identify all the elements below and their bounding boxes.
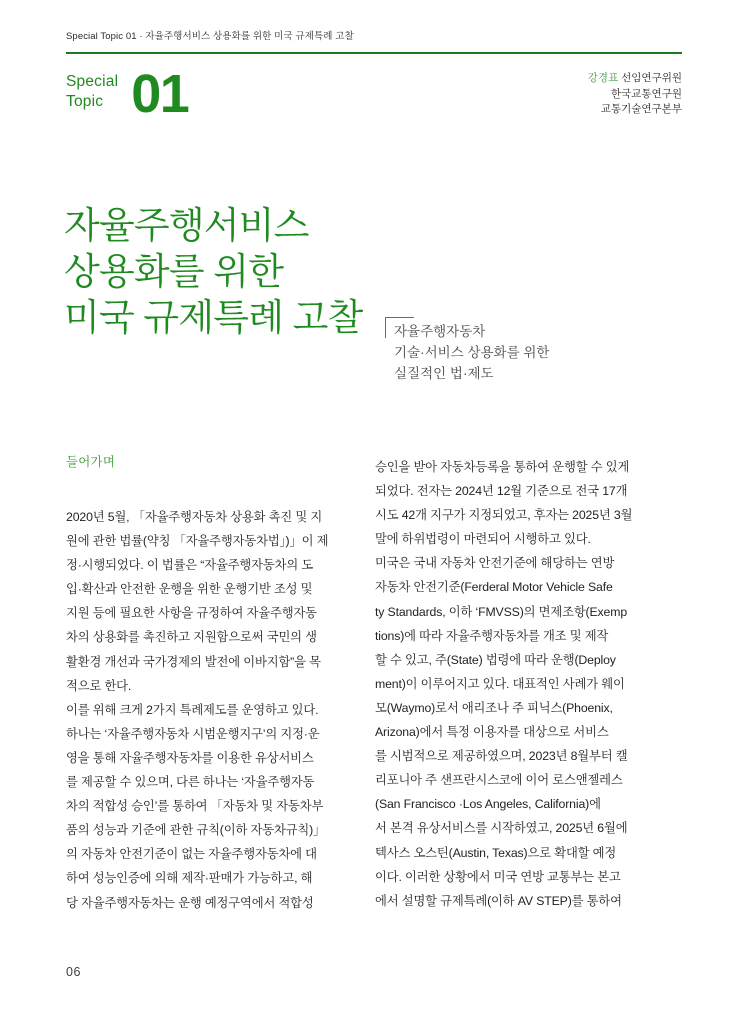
body-right-line: 를 시범적으로 제공하였으며, 2023년 8월부터 캘 (375, 749, 628, 764)
body-right-line: 미국은 국내 자동차 안전기준에 해당하는 연방 (375, 556, 615, 571)
body-left-line: 원에 관한 법률(약칭 「자율주행자동차법」)」이 제 (66, 534, 329, 549)
body-right-line: 텍사스 오스틴(Austin, Texas)으로 확대할 예정 (375, 845, 617, 860)
body-left-line: 차의 상용화를 촉진하고 지원함으로써 국민의 생 (66, 630, 317, 645)
article-title-line3: 미국 규제특례 고찰 (64, 297, 363, 338)
body-right-line: 에서 설명할 규제특례(이하 AV STEP)를 통하여 (375, 893, 622, 908)
body-left-line: 활환경 개선과 국가경제의 발전에 이바지함”을 목 (66, 654, 321, 669)
author-org-line1: 한국교통연구원 (610, 87, 682, 100)
author-name: 강경표 (587, 72, 619, 84)
body-right-line: 서 본격 유상서비스를 시작하였고, 2025년 6월에 (375, 821, 628, 836)
body-left-line: 영을 통해 자율주행자동차를 이용한 유상서비스 (66, 750, 314, 765)
body-left-line: 의 자동차 안전기준이 없는 자율주행자동차에 대 (66, 847, 317, 862)
body-left-line: 정·시행되었다. 이 법률은 “자율주행자동차의 도 (66, 558, 314, 573)
body-right-line: tions)에 따라 자율주행자동차를 개조 및 제작 (375, 628, 609, 643)
body-right-line: Arizona)에서 특정 이용자를 대상으로 서비스 (375, 725, 609, 740)
body-left-line: 를 제공할 수 있으며, 다른 하나는 ‘자율주행자동 (66, 775, 315, 790)
body-right-line: 시도 42개 지구가 지정되었고, 후자는 2025년 3월 (375, 508, 633, 523)
author-org-line2: 교통기술연구본부 (600, 103, 682, 115)
body-column-left (66, 505, 348, 915)
body-left-line: 입·확산과 안전한 운행을 위한 운행기반 조성 및 (66, 582, 313, 597)
body-right-line: (San Francisco ·Los Angeles, California)에 (375, 797, 601, 812)
article-subtitle-line2: 기술·서비스 상용화를 위한 (394, 345, 550, 360)
author-role: 선임연구위원 (621, 72, 682, 84)
running-header-text: Special Topic 01 · 자율주행서비스 상용화를 위한 미국 규제특례 고찰 (66, 31, 354, 42)
body-right-line: 모(Waymo)로서 애리조나 주 피닉스(Phoenix, (375, 700, 613, 715)
body-right-line: ment)이 이루어지고 있다. 대표적인 사례가 웨이 (375, 676, 625, 691)
body-left-line: 품의 성능과 기준에 관한 규칙(이하 자동차규칙)」 (66, 823, 326, 838)
article-subtitle-line1: 자율주행자동차 (394, 324, 486, 339)
body-left-line: 2020년 5월, 「자율주행자동차 상용화 촉진 및 지 (66, 510, 323, 524)
special-topic-words (66, 72, 118, 116)
body-left-line: 하여 성능인증에 의해 제작·판매가 가능하고, 해 (66, 871, 313, 886)
body-left-line: 이를 위해 크게 2가지 특례제도를 운영하고 있다. (66, 702, 319, 717)
body-column-right (375, 455, 657, 913)
running-header (66, 30, 682, 44)
author-name-role (588, 71, 682, 87)
page-number: 06 (66, 965, 81, 979)
body-right-line: 되었다. 전자는 2024년 12월 기준으로 전국 17개 (375, 484, 628, 499)
body-right-line: 말에 하위법령이 마련되어 시행하고 있다. (375, 532, 591, 547)
article-subtitle-line3: 실질적인 법·제도 (394, 366, 494, 381)
body-right-line: 할 수 있고, 주(State) 법령에 따라 운행(Deploy (375, 652, 616, 667)
body-left-line: 지원 등에 필요한 사항을 규정하여 자율주행자동 (66, 606, 317, 621)
body-right-line: 승인을 받아 자동차등록을 통하여 운행할 수 있게 (375, 460, 630, 474)
body-right-line: 이다. 이러한 상황에서 미국 연방 교통부는 본고 (375, 869, 621, 884)
author-byline (588, 71, 682, 118)
section-heading-intro: 들어가며 (66, 455, 116, 469)
body-left-line: 하나는 ‘자율주행자동차 시범운행지구’의 지정·운 (66, 726, 320, 741)
article-title-line1: 자율주행서비스 (64, 205, 309, 246)
body-right-line: 자동차 안전기준(Ferderal Motor Vehicle Safe (375, 580, 613, 595)
article-title-line2: 상용화를 위한 (64, 251, 284, 292)
header-divider-rule (66, 52, 682, 54)
special-topic-word-line1: Special (66, 73, 119, 90)
special-topic-word-line2: Topic (66, 93, 104, 110)
special-topic-number: 01 (131, 64, 189, 124)
body-left-line: 적으로 한다. (66, 678, 132, 693)
body-left-line: 당 자율주행자동차는 운행 예정구역에서 적합성 (66, 895, 314, 910)
article-title (64, 205, 363, 343)
body-right-line: 리포니아 주 샌프란시스코에 이어 로스앤젤레스 (375, 773, 623, 788)
body-right-line: ty Standards, 이하 ‘FMVSS)의 면제조항(Exemp (375, 604, 628, 619)
body-left-line: 차의 적합성 승인’를 통하여 「자동차 및 자동차부 (66, 799, 324, 814)
special-topic-badge (66, 66, 188, 122)
article-subtitle-text (394, 321, 549, 384)
